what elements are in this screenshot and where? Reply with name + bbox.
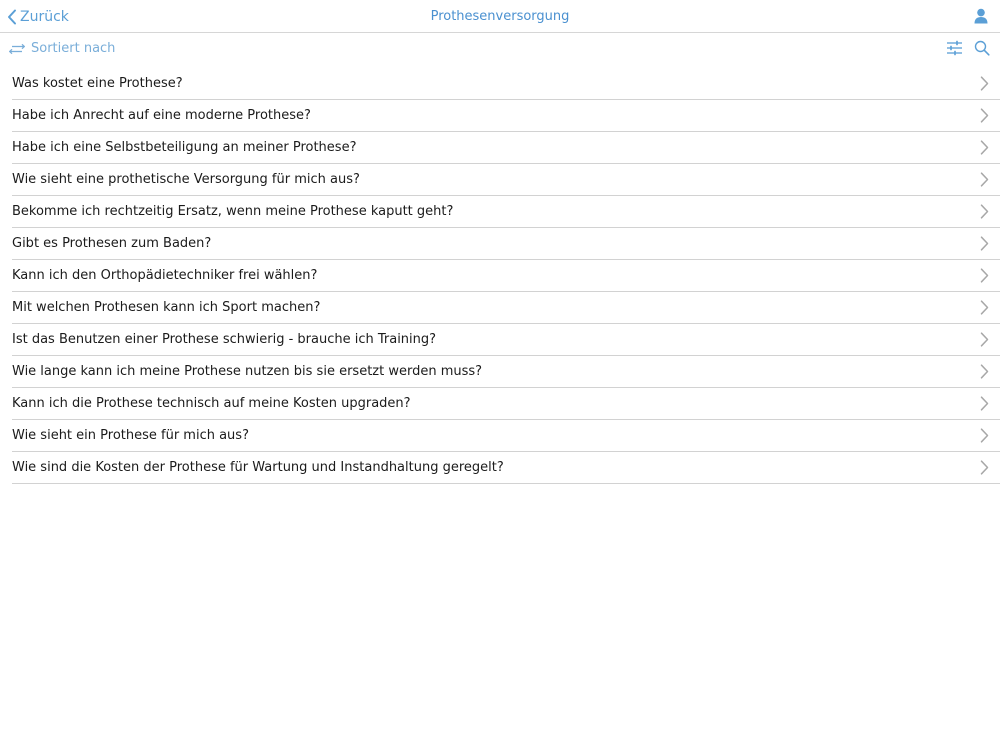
question-label: Wie lange kann ich meine Prothese nutzen bis sie ersetzt werden muss? bbox=[12, 364, 483, 379]
list-item[interactable] bbox=[12, 420, 1000, 452]
navigation-bar bbox=[0, 0, 1000, 33]
question-label: Wie sind die Kosten der Prothese für Wartung und Instandhaltung geregelt? bbox=[12, 460, 504, 475]
search-icon bbox=[974, 40, 990, 56]
chevron-right-icon bbox=[980, 204, 989, 219]
chevron-right-icon bbox=[980, 460, 989, 475]
list-item[interactable] bbox=[12, 356, 1000, 388]
question-label: Wie sieht eine prothetische Versorgung für mich aus? bbox=[12, 172, 360, 187]
question-label: Kann ich die Prothese technisch auf meine Kosten upgraden? bbox=[12, 396, 411, 411]
list-item[interactable] bbox=[12, 68, 1000, 100]
list-item[interactable] bbox=[12, 132, 1000, 164]
question-label: Habe ich Anrecht auf eine moderne Prothese? bbox=[12, 108, 311, 123]
chevron-right-icon bbox=[980, 300, 989, 315]
question-label: Habe ich eine Selbstbeteiligung an meiner Prothese? bbox=[12, 140, 357, 155]
list-item[interactable] bbox=[12, 292, 1000, 324]
list-item[interactable] bbox=[12, 100, 1000, 132]
page-title: Prothesenversorgung bbox=[430, 9, 570, 24]
back-button-label: Zurück bbox=[20, 9, 69, 25]
list-item[interactable] bbox=[12, 228, 1000, 260]
list-item[interactable] bbox=[12, 164, 1000, 196]
question-label: Gibt es Prothesen zum Baden? bbox=[12, 236, 212, 251]
question-label: Was kostet eine Prothese? bbox=[12, 76, 183, 91]
question-label: Wie sieht ein Prothese für mich aus? bbox=[12, 428, 249, 443]
chevron-right-icon bbox=[980, 76, 989, 91]
question-list bbox=[12, 68, 1000, 484]
chevron-right-icon bbox=[980, 172, 989, 187]
chevron-right-icon bbox=[980, 268, 989, 283]
list-item[interactable] bbox=[12, 388, 1000, 420]
profile-button[interactable] bbox=[974, 8, 988, 24]
chevron-right-icon bbox=[980, 428, 989, 443]
chevron-right-icon bbox=[980, 332, 989, 347]
filter-button[interactable] bbox=[946, 40, 963, 56]
list-item[interactable] bbox=[12, 452, 1000, 484]
sort-label: Sortiert nach bbox=[31, 41, 116, 56]
question-label: Bekomme ich rechtzeitig Ersatz, wenn meine Prothese kaputt geht? bbox=[12, 204, 454, 219]
chevron-right-icon bbox=[980, 364, 989, 379]
chevron-right-icon bbox=[980, 396, 989, 411]
chevron-right-icon bbox=[980, 236, 989, 251]
question-label: Mit welchen Prothesen kann ich Sport machen? bbox=[12, 300, 321, 315]
sort-button[interactable] bbox=[9, 41, 115, 56]
chevron-right-icon bbox=[980, 140, 989, 155]
chevron-right-icon bbox=[980, 108, 989, 123]
sliders-icon bbox=[946, 40, 963, 56]
search-button[interactable] bbox=[974, 40, 990, 56]
list-item[interactable] bbox=[12, 260, 1000, 292]
user-icon bbox=[974, 8, 988, 24]
question-label: Ist das Benutzen einer Prothese schwierig - brauche ich Training? bbox=[12, 332, 437, 347]
list-toolbar bbox=[0, 33, 1000, 65]
list-item[interactable] bbox=[12, 324, 1000, 356]
swap-arrows-icon bbox=[9, 43, 31, 55]
list-item[interactable] bbox=[12, 196, 1000, 228]
question-label: Kann ich den Orthopädietechniker frei wählen? bbox=[12, 268, 318, 283]
